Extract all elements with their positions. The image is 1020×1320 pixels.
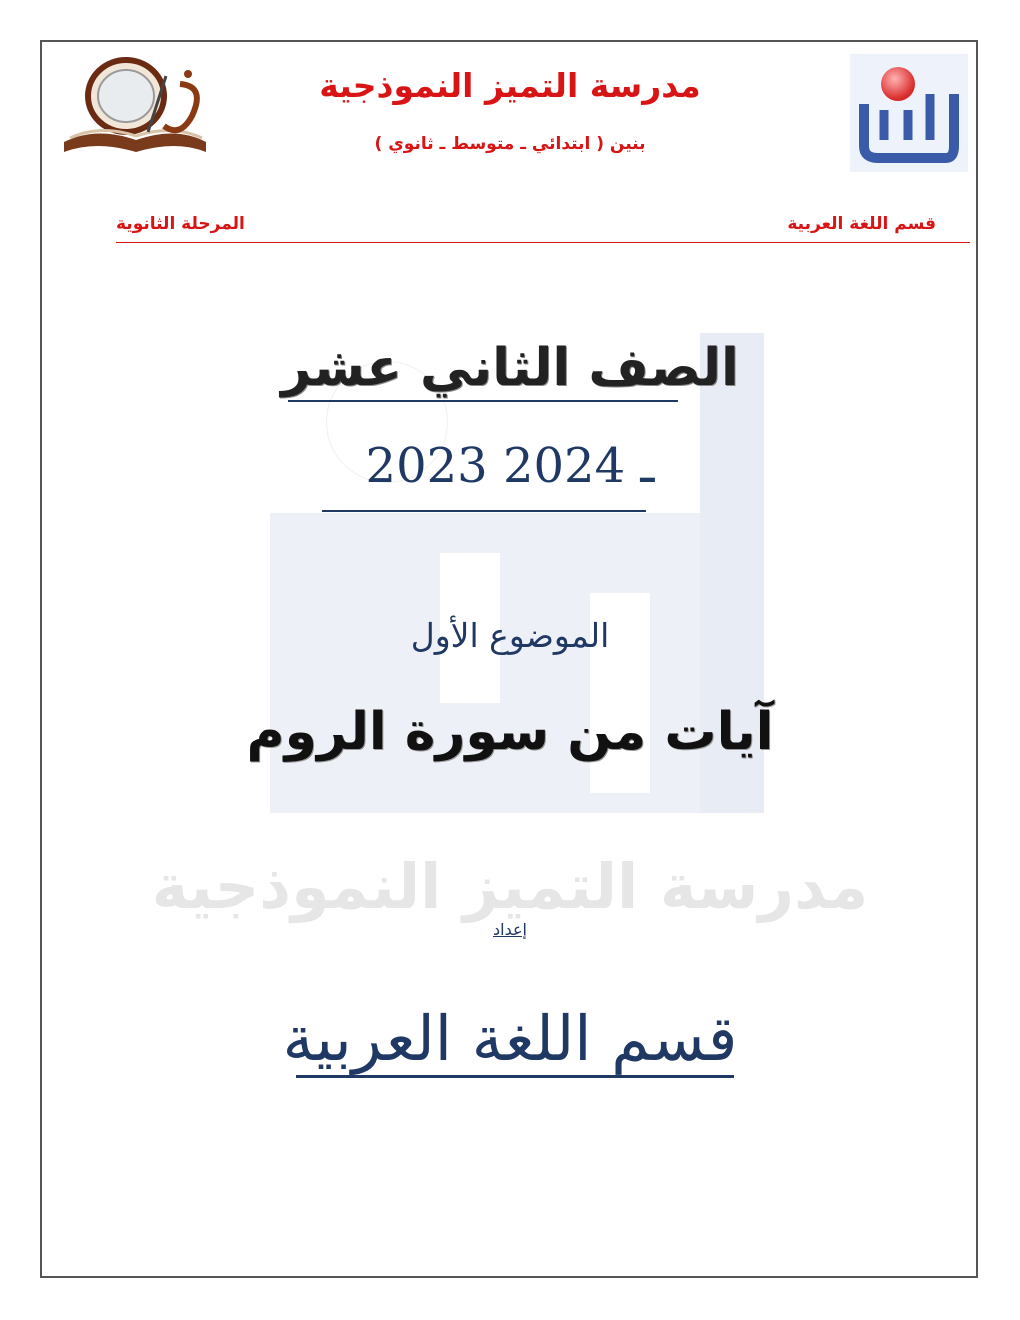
school-name: مدرسة التميز النموذجية [319,66,701,105]
department-underline [296,1075,734,1078]
stage-label: المرحلة الثانوية [116,214,245,234]
grade-underline [288,400,678,402]
lesson-title: آيات من سورة الروم [246,702,774,762]
grade-title: الصف الثاني عشر [281,338,739,398]
prepared-by-label [0,920,1020,939]
prepared-by-department: قسم اللغة العربية [282,1002,738,1075]
header-divider [116,242,970,243]
academic-year: 2023 ـ 2024 [365,438,655,494]
year-underline [322,510,646,512]
watermark-text: مدرسة التميز النموذجية [151,850,869,923]
prepared-by-text: إعداد [493,920,527,939]
department-label: قسم اللغة العربية [787,214,936,234]
topic-label: الموضوع الأول [410,616,610,655]
school-subtitle: بنين ( ابتدائي ـ متوسط ـ ثانوي ) [374,134,646,154]
